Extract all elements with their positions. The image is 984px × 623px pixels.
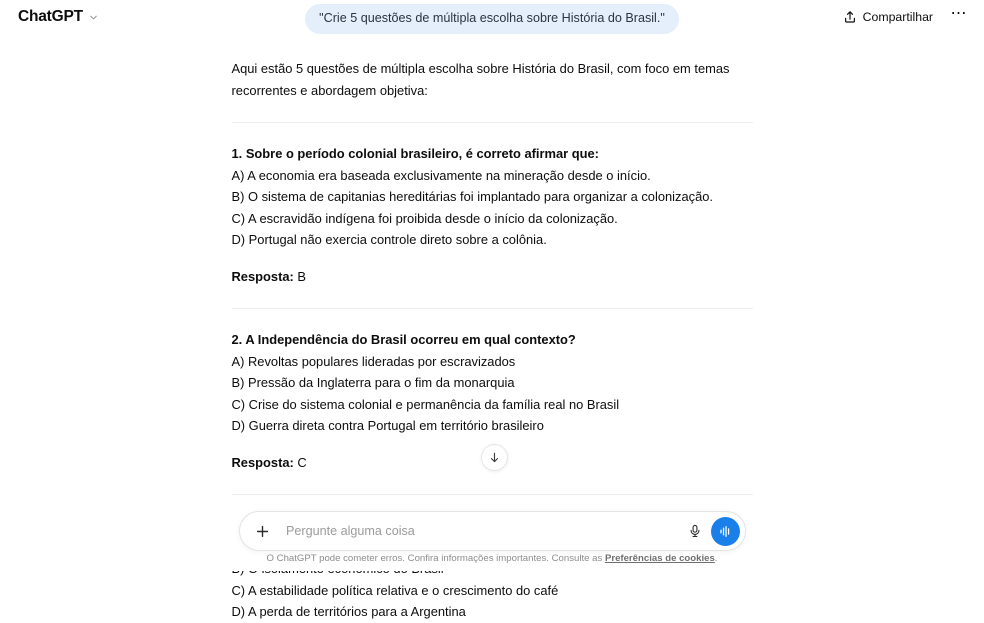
divider — [232, 122, 753, 123]
more-horizontal-icon: ⋯ — [950, 5, 968, 22]
question-title: 1. Sobre o período colonial brasileiro, é correto afirmar que: — [231, 146, 599, 161]
microphone-icon — [688, 524, 702, 538]
add-attachment-button[interactable] — [250, 519, 274, 543]
message-composer[interactable] — [239, 511, 746, 551]
question-option: B) O sistema de capitanias hereditárias foi implantado para organizar a colonização. — [231, 189, 714, 204]
share-upload-icon — [843, 10, 857, 24]
cookie-preferences-link[interactable]: Preferências de cookies — [604, 553, 715, 564]
conversation-scroll-area[interactable] — [0, 34, 984, 619]
question-answer — [232, 266, 753, 288]
disclaimer-footer — [0, 553, 984, 564]
top-bar-actions — [834, 0, 972, 34]
question-option: D) Portugal não exercia controle direto sobre a colônia. — [231, 232, 547, 247]
question-option: C) Crise do sistema colonial e permanência da família real no Brasil — [231, 396, 620, 412]
answer-label: Resposta: — [231, 268, 294, 284]
question-option: C) A estabilidade política relativa e o crescimento do café — [231, 582, 559, 598]
question-option: A) Revoltas populares lideradas por escravizados — [231, 353, 516, 369]
question-block — [232, 143, 753, 287]
scroll-to-bottom-button[interactable] — [481, 444, 508, 471]
share-button[interactable] — [834, 5, 942, 29]
answer-value: C — [297, 454, 307, 470]
model-switcher-button[interactable] — [16, 5, 105, 29]
arrow-down-icon — [488, 451, 501, 464]
user-message-bubble: "Crie 5 questões de múltipla escolha sobre História do Brasil." — [305, 4, 679, 34]
assistant-intro-text: Aqui estão 5 questões de múltipla escolha sobre História do Brasil, com foco em temas recorrentes e abordagem objetiva: — [231, 61, 730, 98]
disclaimer-suffix: . — [714, 553, 718, 564]
message-input[interactable] — [284, 523, 682, 539]
question-option: A) A economia era baseada exclusivamente na mineração desde o início. — [231, 167, 651, 183]
voice-waveform-icon — [718, 524, 733, 539]
divider — [232, 308, 753, 309]
share-button-label: Compartilhar — [862, 10, 933, 24]
question-option: B) Pressão da Inglaterra para o fim da monarquia — [231, 375, 515, 390]
plus-icon — [255, 524, 270, 539]
question-option: D) A perda de territórios para a Argentina — [231, 604, 466, 619]
chevron-down-icon — [88, 12, 99, 23]
answer-value: B — [297, 268, 307, 284]
answer-label: Resposta: — [231, 454, 294, 470]
app-title: ChatGPT — [18, 8, 83, 25]
question-title: 2. A Independência do Brasil ocorreu em qual contexto? — [231, 332, 576, 347]
microphone-button[interactable] — [682, 518, 708, 544]
more-options-button[interactable] — [946, 4, 972, 30]
question-option: C) A escravidão indígena foi proibida desde o início da colonização. — [231, 210, 618, 226]
voice-mode-button[interactable] — [711, 517, 740, 546]
composer-area — [0, 509, 984, 571]
divider — [232, 494, 753, 495]
top-bar — [0, 0, 984, 34]
question-option: D) Guerra direta contra Portugal em território brasileiro — [231, 418, 544, 433]
disclaimer-text: O ChatGPT pode cometer erros. Confira informações importantes. Consulte as — [266, 553, 605, 564]
